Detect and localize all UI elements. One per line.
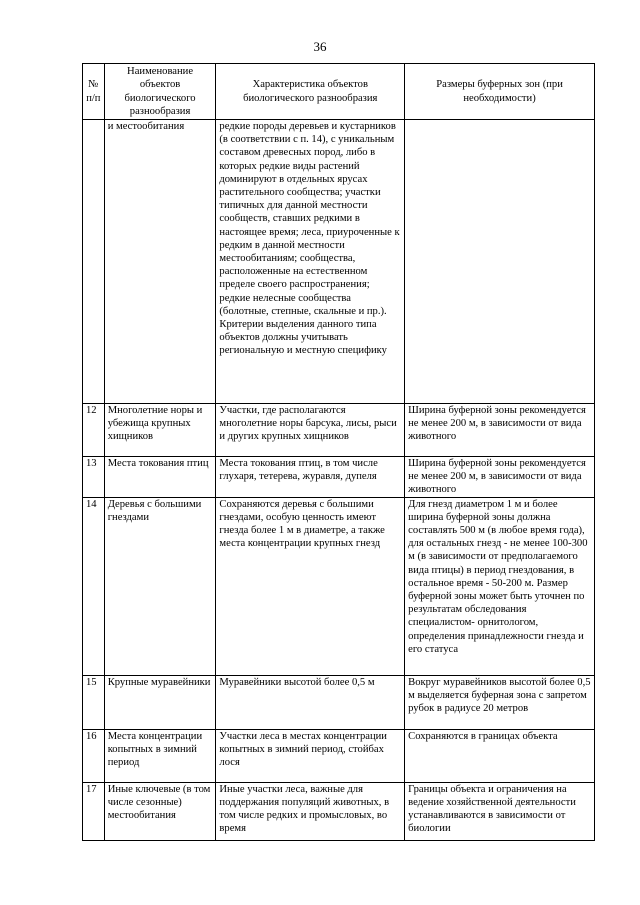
row-characteristics: Участки леса в местах концентрации копытных в зимний период, стойбах лося	[216, 729, 405, 782]
row-buffer-size: Ширина буферной зоны рекомендуется не менее 200 м, в зависимости от вида животного	[405, 404, 595, 457]
row-buffer-size	[405, 120, 595, 404]
header-characteristics: Характеристика объектов биологического разнообразия	[216, 64, 405, 120]
row-characteristics: Места токования птиц, в том числе глухаря, тетерева, журавля, дупеля	[216, 457, 405, 498]
row-object-name: и местообитания	[104, 120, 216, 404]
header-number: № п/п	[83, 64, 105, 120]
table-row	[83, 497, 595, 675]
row-number: 15	[83, 675, 105, 729]
row-buffer-size: Сохраняются в границах объекта	[405, 729, 595, 782]
row-number	[83, 120, 105, 404]
row-characteristics: Участки, где располагаются многолетние норы барсука, лисы, рыси и других крупных хищников	[216, 404, 405, 457]
row-number: 14	[83, 497, 105, 675]
table-header-row	[83, 64, 595, 120]
row-object-name: Деревья с большими гнездами	[104, 497, 216, 675]
row-object-name: Крупные муравейники	[104, 675, 216, 729]
buffer-zones-table	[82, 63, 595, 841]
row-characteristics: Муравейники высотой более 0,5 м	[216, 675, 405, 729]
header-object-name: Наименование объектов биологического разнообразия	[104, 64, 216, 120]
row-number: 17	[83, 782, 105, 840]
row-object-name: Места концентрации копытных в зимний период	[104, 729, 216, 782]
row-characteristics: Сохраняются деревья с большими гнездами, особую ценность имеют гнезда более 1 м в диаметре, а также места концентрации крупных гнезд	[216, 497, 405, 675]
row-number: 13	[83, 457, 105, 498]
row-buffer-size: Границы объекта и ограничения на ведение хозяйственной деятельности устанавливаются в зависимости от биологии	[405, 782, 595, 840]
table-row	[83, 675, 595, 729]
row-number: 12	[83, 404, 105, 457]
table-row	[83, 782, 595, 840]
table-row	[83, 120, 595, 404]
table-row	[83, 404, 595, 457]
header-buffer-size: Размеры буферных зон (при необходимости)	[405, 64, 595, 120]
row-characteristics: Иные участки леса, важные для поддержания популяций животных, в том числе редких и промысловых, во время	[216, 782, 405, 840]
row-object-name: Многолетние норы и убежища крупных хищников	[104, 404, 216, 457]
page-number: 36	[313, 39, 327, 54]
table-row	[83, 729, 595, 782]
table-row	[83, 457, 595, 498]
row-object-name: Иные ключевые (в том числе сезонные) местообитания	[104, 782, 216, 840]
row-number: 16	[83, 729, 105, 782]
row-characteristics: редкие породы деревьев и кустарников (в соответствии с п. 14), с уникальным составом древесных пород, либо в которых редкие виды растений доминируют в отдельных ярусах растительного сообщества; участки типичных для данной местности сообществ, ставших редкими в настоящее время; леса, приуроченные к редким в данной местности местообитаниям; сообщества, расположенные на естественном пределе своего распространения; редкие нелесные сообщества (болотные, степные, скальные и пр.). Критерии выделения данного типа объектов должны учитывать региональную и местную специфику	[216, 120, 405, 404]
row-buffer-size: Ширина буферной зоны рекомендуется не менее 200 м, в зависимости от вида животного	[405, 457, 595, 498]
row-buffer-size: Вокруг муравейников высотой более 0,5 м выделяется буферная зона с запретом рубок в радиусе 20 метров	[405, 675, 595, 729]
row-buffer-size: Для гнезд диаметром 1 м и более ширина буферной зоны должна составлять 500 м (в любое время года), для остальных гнезд - не менее 100-300 м (в зависимости от предполагаемого вида птицы) в период гнездования, в остальное время - 50-200 м. Размер буферной зоны может быть уточнен по результатам обследования специалистом- орнитологом, определения принадлежности гнезда и его статуса	[405, 497, 595, 675]
row-object-name: Места токования птиц	[104, 457, 216, 498]
